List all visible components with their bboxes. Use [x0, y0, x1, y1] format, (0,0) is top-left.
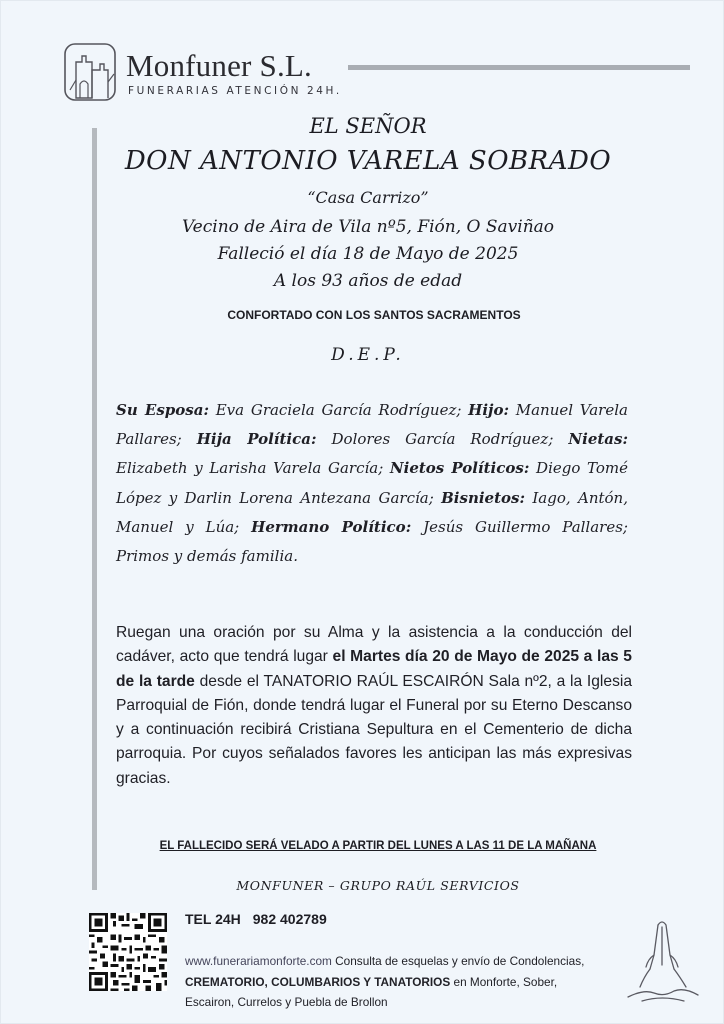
website-link[interactable]: www.funerariamonforte.com [185, 954, 332, 968]
family-role: Hijo: [468, 401, 510, 419]
phone-label: TEL 24H [185, 911, 241, 927]
brand-tagline: FUNERARIAS ATENCIÓN 24H. [128, 85, 342, 97]
family-role: Nietos Políticos: [389, 459, 530, 478]
deceased-alias: “Casa Carrizo” [307, 188, 429, 207]
death-date: Falleció el día 18 de Mayo de 2025 [217, 244, 519, 264]
funeral-details [116, 621, 632, 791]
family-role: Hija Política: [196, 430, 317, 449]
qr-code-icon[interactable] [89, 913, 167, 991]
left-vertical-rule [92, 128, 97, 890]
footer-info [185, 951, 605, 1013]
funeral-date-time: el Martes día 20 de Mayo de 2025 a las 5 de la tarde [116, 648, 632, 690]
group-name: MONFUNER – GRUPO RAÚL SERVICIOS [236, 878, 520, 893]
family-role: Su Esposa: [116, 401, 209, 419]
footer-text-2: en Monforte, Sober, Escairon, Currelos y Puebla de Brollon [185, 974, 558, 1009]
deceased-age: A los 93 años de edad [273, 271, 463, 291]
footer-services: CREMATORIO, COLUMBARIOS Y TANATORIOS [185, 974, 451, 989]
header-divider [348, 65, 690, 70]
family-role: Nietas: [568, 430, 628, 449]
footer-text-1: Consulta de esquelas y envío de Condolencias, [335, 954, 585, 968]
praying-hands-icon [624, 915, 702, 1007]
family-names: Diego Tomé López y Darlin Lorena Antezana García; [116, 459, 628, 507]
family-list [116, 396, 628, 571]
deceased-name: DON ANTONIO VARELA SOBRADO [124, 146, 612, 176]
family-names: Dolores García Rodríguez; [331, 430, 554, 449]
deceased-residence: Vecino de Aira de Vila nº5, Fión, O Saviñao [181, 217, 555, 237]
brand-name: Monfuner S.L. [126, 48, 312, 83]
family-role: Hermano Político: [251, 517, 412, 536]
castle-tower-logo [62, 40, 118, 104]
family-names: Jesús Guillermo Pallares; Primos y demás familia. [116, 517, 628, 566]
notice-title: EL SEÑOR [309, 114, 427, 138]
phone-number[interactable]: 982 402789 [252, 911, 327, 927]
phone-line [185, 911, 327, 927]
family-names: Elizabeth y Larisha Varela García; [116, 459, 384, 478]
funeral-details-intro: Ruegan una oración por su Alma y la asistencia a la conducción del cadáver, acto que tendrá lugar [116, 624, 632, 666]
sacraments-line: CONFORTADO CON LOS SANTOS SACRAMENTOS [227, 308, 521, 322]
dep-line: D.E.P. [331, 345, 405, 365]
wake-notice: EL FALLECIDO SERÁ VELADO A PARTIR DEL LUNES A LAS 11 DE LA MAÑANA [159, 840, 597, 852]
funeral-details-rest: desde el TANATORIO RAÚL ESCAIRÓN Sala nº2, a la Iglesia Parroquial de Fión, donde tendrá lugar el Funeral por su Eterno Descanso y a continuación recibirá Cristiana Sepultura en el Cementerio de dicha parroquia. Por cuyos señalados favores les anticipan las más expresivas gracias. [116, 672, 633, 787]
family-names: Iago, Antón, Manuel y Lúa; [116, 488, 628, 536]
family-names: Eva Graciela García Rodríguez; [215, 401, 462, 419]
family-names: Manuel Varela Pallares; [116, 401, 628, 449]
family-role: Bisnietos: [441, 488, 526, 507]
